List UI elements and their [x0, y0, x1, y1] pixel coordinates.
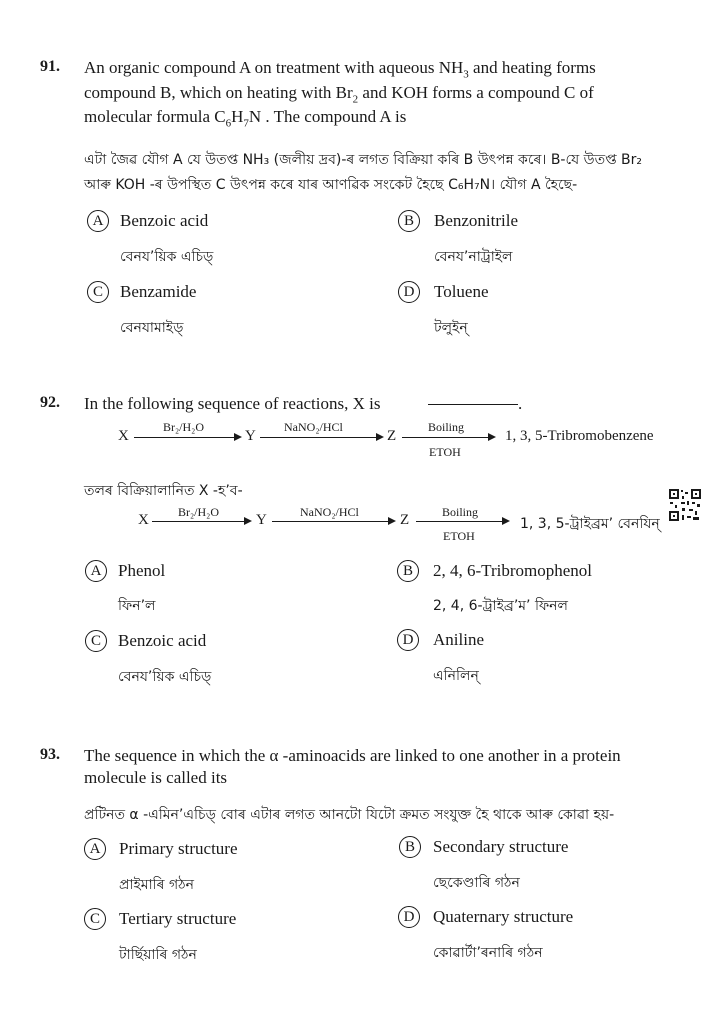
q93-text-line2: molecule is called its — [84, 768, 228, 787]
q92-bn-product: 1, 3, 5-ট্ৰাইব্ৰম’ বেনযিন্ — [520, 516, 660, 532]
q91-bengali-line1: এটা জৈৱ যৌগ A যে উতপ্ত NH₃ (জলীয় দ্রব)-ৰ লগত বিক্ৰিয়া কৰি B উৎপন্ন কৰে। B-যে উতপ্ত Br₂ — [84, 152, 643, 168]
q91-number: 91. — [40, 58, 60, 75]
q91-option-c-marker[interactable]: C — [87, 281, 109, 303]
q92-bn-arrow-3 — [416, 521, 504, 522]
q92-bn-arrow-2 — [272, 521, 390, 522]
q92-option-d-text[interactable]: Aniline — [433, 630, 484, 649]
q93-option-b-text[interactable]: Secondary structure — [433, 837, 569, 856]
q93-option-d-text[interactable]: Quaternary structure — [433, 907, 574, 926]
q91-option-c-text[interactable]: Benzamide — [120, 282, 197, 301]
q93-option-d-bengali: কোৱাৰ্টা’ৰনাৰি গঠন — [433, 945, 543, 961]
q93-bengali-text: প্ৰটিনত α -এমিন’এচিড্ বোৰ এটাৰ লগত আনটো যিটো ক্ৰমত সংযুক্ত হৈ থাকে আৰু কোৱা হয়- — [84, 807, 615, 823]
q91-option-c-bengali: বেনযামাইড্ — [120, 320, 184, 336]
q92-bn-reagent-3-bottom: ETOH — [443, 529, 475, 543]
q93-option-a-marker[interactable]: A — [84, 838, 106, 860]
q91-option-d-text[interactable]: Toluene — [434, 282, 489, 301]
q92-bn-intermediate-y: Y — [256, 512, 267, 528]
q92-reagent-3-bottom: ETOH — [429, 445, 461, 459]
q92-intermediate-y: Y — [245, 428, 256, 444]
q91-option-b-bengali: বেনয’নাট্ৰাইল — [434, 249, 513, 265]
q93-option-a-bengali: প্ৰাইমাৰি গঠন — [119, 877, 194, 893]
q92-bn-reagent-2: NaNO₂/HCl — [300, 505, 359, 519]
q92-reactant-x: X — [118, 428, 129, 444]
q91-option-d-bengali: টলুইন্ — [434, 320, 468, 336]
q92-bengali-text: তলৰ বিক্ৰিয়ালানিত X -হ’ব- — [84, 483, 243, 499]
q91-option-a-text[interactable]: Benzoic acid — [120, 211, 209, 230]
q93-option-d-marker[interactable]: D — [398, 906, 420, 928]
q92-option-d-bengali: এনিলিন্ — [433, 668, 479, 684]
q91-bengali-line2: আৰু KOH -ৰ উপস্থিত C উৎপন্ন কৰে যাৰ আণৱিক সংকেট হৈছে C₆H₇N। যৌগ A হৈছে- — [84, 177, 578, 193]
q92-option-a-bengali: ফিন’ল — [118, 598, 156, 614]
q92-bn-arrow-1 — [152, 521, 246, 522]
q93-option-c-text[interactable]: Tertiary structure — [119, 909, 237, 928]
q92-option-a-text[interactable]: Phenol — [118, 561, 166, 580]
q92-option-b-bengali: 2, 4, 6-ট্ৰাইব্ৰ’ম’ ফিনল — [433, 598, 568, 614]
q92-reagent-1: Br₂/H₂O — [163, 420, 205, 434]
q93-option-b-marker[interactable]: B — [399, 836, 421, 858]
q91-text-line3: molecular formula $C_6H_7N$ . The compound A is — [84, 107, 407, 130]
q93-text-line1: The sequence in which the α -aminoacids are linked to one another in a protein — [84, 746, 621, 765]
q92-bn-reagent-3-top: Boiling — [442, 505, 479, 519]
q91-option-d-marker[interactable]: D — [398, 281, 420, 303]
q91-option-a-marker[interactable]: A — [87, 210, 109, 232]
q91-option-b-text[interactable]: Benzonitrile — [434, 211, 519, 230]
q92-bn-reagent-1: Br₂/H₂O — [178, 505, 220, 519]
q92-number: 92. — [40, 394, 60, 411]
q93-option-a-text[interactable]: Primary structure — [119, 839, 238, 858]
q93-option-c-bengali: টাৰ্ছিয়াৰি গঠন — [119, 947, 197, 963]
q91-option-b-marker[interactable]: B — [398, 210, 420, 232]
q92-bn-reactant-x: X — [138, 512, 149, 528]
q92-option-c-text[interactable]: Benzoic acid — [118, 631, 207, 650]
q91-text-line2: compound B, which on heating with $Br_2$ and KOH forms a compound C of — [84, 83, 594, 106]
q91-option-a-bengali: বেনয’য়িক এচিড্ — [120, 249, 214, 265]
q92-intermediate-z: Z — [387, 428, 397, 444]
q92-option-d-marker[interactable]: D — [397, 629, 419, 651]
q93-option-c-marker[interactable]: C — [84, 908, 106, 930]
q92-option-a-marker[interactable]: A — [85, 560, 107, 582]
q92-option-c-bengali: বেনয’য়িক এচিড্ — [118, 669, 212, 685]
q92-arrow-3 — [402, 437, 490, 438]
q92-option-c-marker[interactable]: C — [85, 630, 107, 652]
q92-bn-intermediate-z: Z — [400, 512, 410, 528]
q92-arrow-1 — [134, 437, 236, 438]
q93-option-b-bengali: ছেকেণ্ডাৰি গঠন — [433, 875, 520, 891]
exam-page: 91. An organic compound A on treatment with aqueous $NH_3$ and heating forms compound B, which on heating with $Br_2$ and KOH forms a compound C of molecular formula $C_6H_7N$ . The compound A is এটা জৈৱ যৌগ A যে উতপ্ত NH₃ (জলীয় দ্রব)-ৰ লগত বিক্ৰিয়া কৰি B উৎপন্ন কৰে। B-যে উতপ্ত Br₂ আৰু KOH -ৰ উপস্থিত C উৎপন্ন কৰে যাৰ আণৱিক সংকেট হৈছে C₆H₇N। যৌগ A হৈছে- A Benzoic acid বেনয’য়িক এচিড্ B Benzonitrile বেনয’নাট্ৰাইল C Benzamide বেনযামাইড্ D Toluene টলুইন্ 92. In the following sequence of reactions, X is . X Br₂/H₂O Y NaNO₂/HCl Z Boiling ETOH 1, 3, 5-Tribromobenzene তলৰ বিক্ৰিয়ালানিত X -হ’ব- X Br₂/H₂O Y NaNO₂/HCl Z Boiling ETOH 1, 3, 5-ট্ৰাইব্ৰম’ বেনযিন্ A Phenol ফিন’ল B 2, 4, 6-Tribromophenol 2, 4, 6-ট্ৰাইব্ৰ’ম’ ফিনল C Benzoic acid বেনয’য়িক এচিড্ D Aniline এনিলিন্ 93. The sequence in which the α -aminoacids are linked to one another in a protein molecule is called its প্ৰটিনত α -এমিন’এচিড্ বোৰ এটাৰ লগত আনটো যিটো ক্ৰমত সংযুক্ত হৈ থাকে আৰু কোৱা হয়- A Primary structure প্ৰাইমাৰি গঠন B Secondary structure ছেকেণ্ডাৰি গঠন C Tertiary structure টাৰ্ছিয়াৰি গঠন D Quaternary structure কোৱাৰ্টা’ৰনাৰি গঠন — [0, 0, 716, 1012]
q91-text-line1: An organic compound A on treatment with aqueous $NH_3$ and heating forms — [84, 58, 596, 81]
q92-arrow-2 — [260, 437, 378, 438]
q92-option-b-text[interactable]: 2, 4, 6-Tribromophenol — [433, 561, 592, 580]
q92-reagent-3-top: Boiling — [428, 420, 465, 434]
q93-number: 93. — [40, 746, 60, 763]
q92-option-b-marker[interactable]: B — [397, 560, 419, 582]
q92-product: 1, 3, 5-Tribromobenzene — [505, 428, 654, 444]
qr-code-icon — [668, 488, 702, 522]
q92-answer-blank — [428, 404, 518, 405]
q92-reagent-2: NaNO₂/HCl — [284, 420, 343, 434]
q92-text: In the following sequence of reactions, X is — [84, 394, 381, 413]
